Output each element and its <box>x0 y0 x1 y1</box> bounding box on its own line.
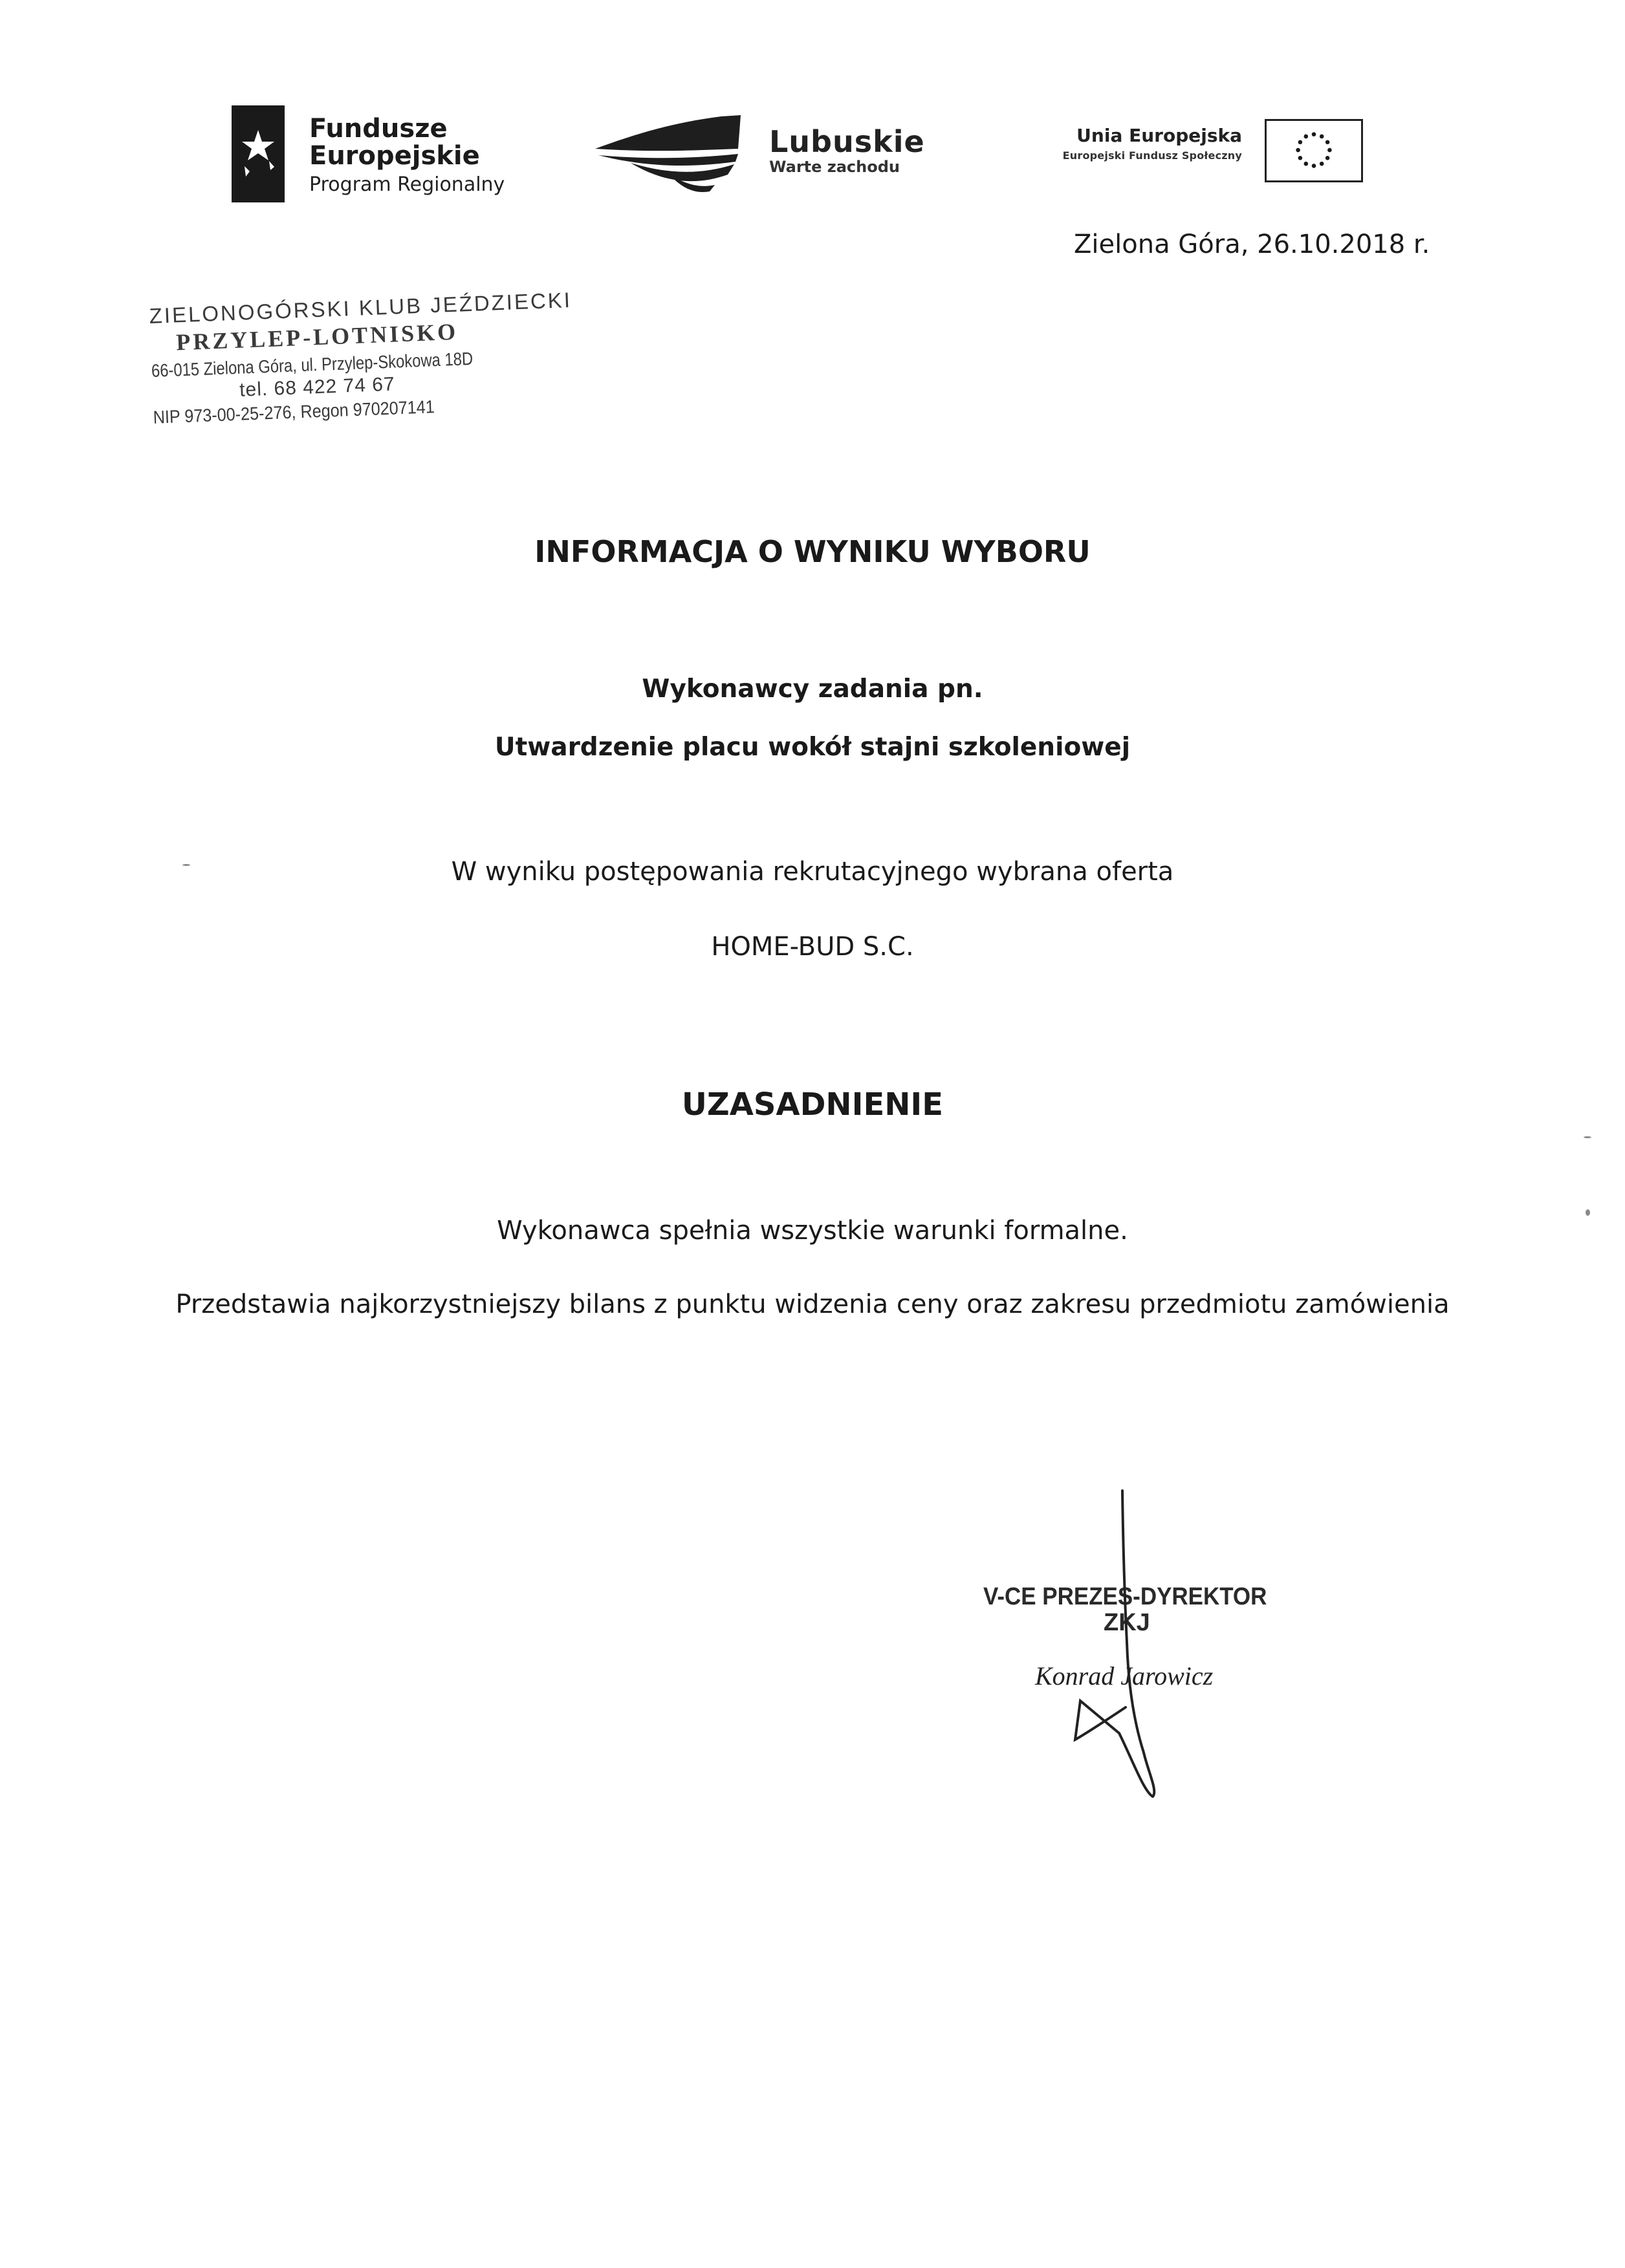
stamp-line4: tel. 68 422 74 67 <box>239 373 396 401</box>
fundusze-europejskie-logo-icon <box>232 105 285 202</box>
scan-speck <box>1584 1136 1591 1138</box>
task-heading: Wykonawcy zadania pn. <box>642 675 983 704</box>
stamp-line5: NIP 973-00-25-276, Regon 970207141 <box>153 396 435 427</box>
lubuskie-text <box>769 124 925 176</box>
justification-line2: Przedstawia najkorzystniejszy bilans z punktu widzenia ceny oraz zakresu przedmiotu zamówienia <box>175 1290 1450 1319</box>
lubuskie-wing-logo-icon <box>592 110 755 194</box>
justification-line1: Wykonawca spełnia wszystkie warunki formalne. <box>497 1216 1128 1246</box>
document-date: Zielona Góra, 26.10.2018 r. <box>1074 230 1430 259</box>
stamp-line3: 66-015 Zielona Góra, ul. Przylep-Skokowa 18D <box>151 348 474 381</box>
eu-flag-icon <box>1265 119 1363 182</box>
lubuskie-name: Lubuskie <box>769 124 925 159</box>
stamp-line1: ZIELONOGÓRSKI KLUB JEŹDZIECKI <box>149 287 573 328</box>
justification-heading: UZASADNIENIE <box>681 1086 944 1123</box>
task-name: Utwardzenie placu wokół stajni szkoleniowej <box>494 733 1131 762</box>
signature-role: V-CE PREZES-DYREKTOR <box>983 1583 1267 1610</box>
fundusze-europejskie-text <box>309 115 505 195</box>
eu-text <box>1035 126 1242 161</box>
fe-line2: Europejskie <box>309 141 480 171</box>
stamp-line2: PRZYLEP-LOTNISKO <box>175 318 459 356</box>
selected-offer: HOME-BUD S.C. <box>711 932 914 962</box>
selection-statement: W wyniku postępowania rekrutacyjnego wybrana oferta <box>451 857 1174 887</box>
scan-speck <box>1586 1209 1590 1216</box>
lubuskie-tagline: Warte zachodu <box>769 158 900 176</box>
fe-line1: Fundusze <box>309 114 448 144</box>
signature-org: ZKJ <box>1104 1609 1150 1636</box>
fe-line3: Program Regionalny <box>309 173 505 196</box>
eu-line2: Europejski Fundusz Społeczny <box>1062 149 1242 162</box>
eu-line1: Unia Europejska <box>1076 125 1242 146</box>
scan-speck <box>182 864 190 866</box>
company-stamp <box>149 288 576 428</box>
signature-name: Konrad Jarowicz <box>1035 1661 1214 1690</box>
handwritten-signature-icon <box>1061 1487 1229 1798</box>
document-title: INFORMACJA O WYNIKU WYBORU <box>534 534 1091 569</box>
